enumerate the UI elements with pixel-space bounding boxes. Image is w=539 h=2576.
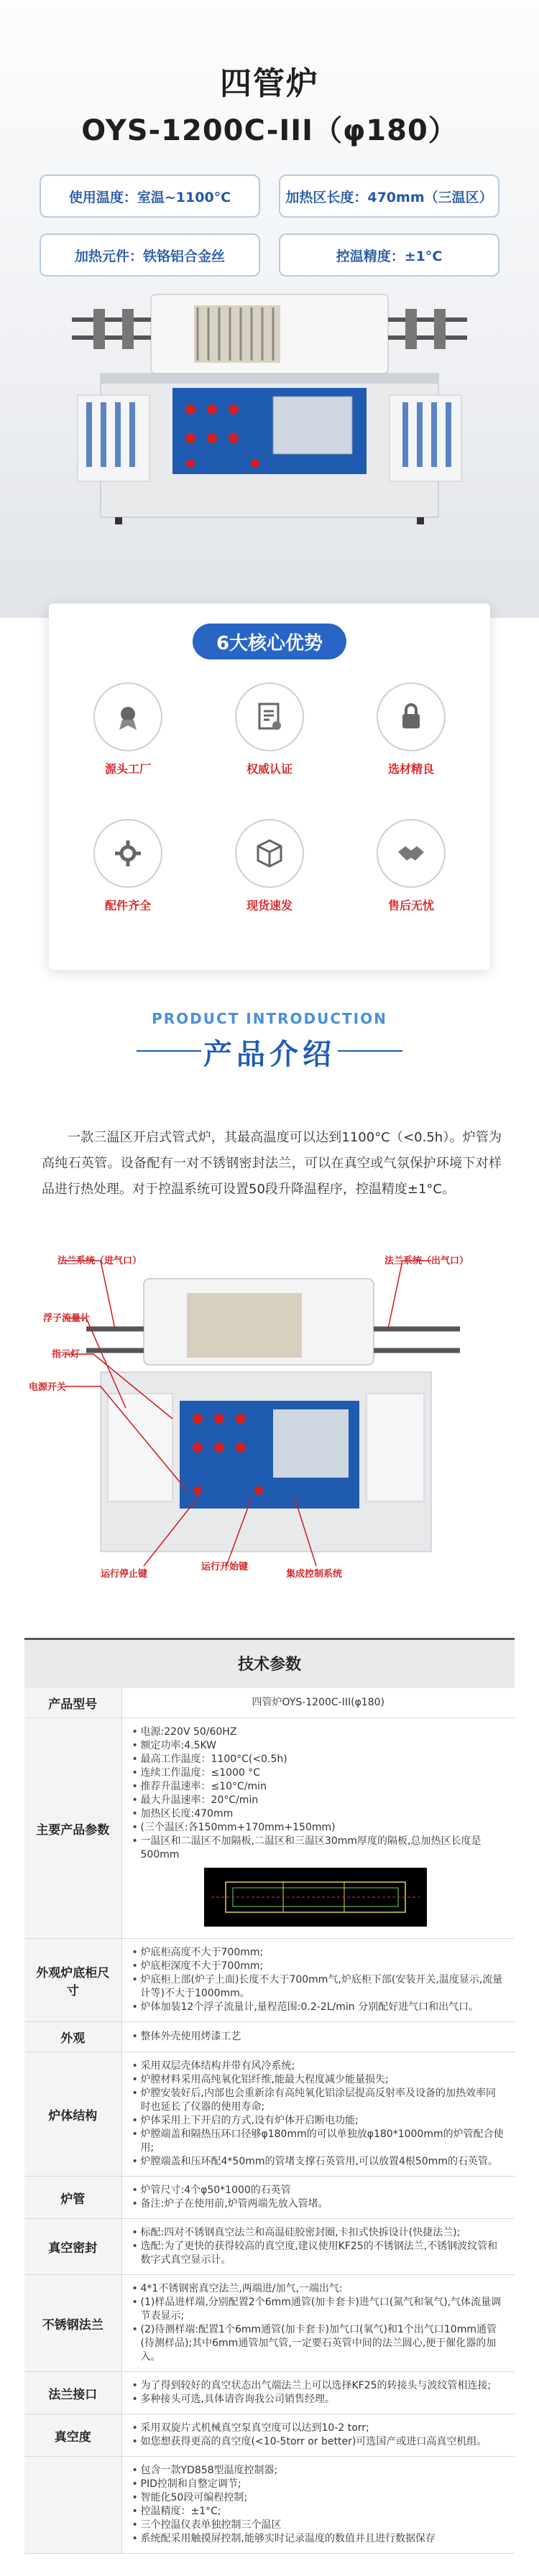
spec-pill-heating-element: 加热元件：铁铬铝合金丝	[40, 233, 260, 277]
spec-value-line: • (2)待测样端:配置1个6mm通管(加卡套卡)加气口(氧气)和1个出气口10mm通管(待测样品);其中6mm通管加气管,一定要石英管中间的法兰圆心,便于催化器的加入。	[132, 2323, 505, 2364]
spec-key: 外观炉底柜尺寸	[24, 1939, 121, 2022]
spec-key: 不锈钢法兰	[24, 2275, 121, 2372]
spec-value-line: • (三个温区:各150mm+170mm+150mm)	[132, 1821, 505, 1835]
spec-value-line: • 控温精度：±1°C;	[132, 2505, 505, 2519]
spec-value-line: • 电源:220V 50/60HZ	[132, 1725, 505, 1739]
spec-pill-heating-length: 加热区长度：470mm（三温区）	[279, 175, 499, 218]
spec-value-line: • 炉底柜高度不大于700mm;	[132, 1946, 505, 1960]
spec-value	[121, 2275, 515, 2372]
spec-value-line: • 额定功率:4.5KW	[132, 1739, 505, 1753]
advantages-card	[49, 603, 490, 970]
spec-row	[24, 2219, 515, 2275]
lock-icon	[377, 682, 446, 751]
spec-row	[24, 2457, 515, 2554]
spec-value-line: • 包含一款YD858型温度控制器;	[132, 2464, 505, 2478]
spec-value-text: 四管炉OYS-1200C-III(φ180)	[252, 1697, 384, 1708]
advantage-item: 配件齐全	[78, 819, 178, 913]
spec-key: 炉体结构	[24, 2052, 121, 2177]
callout-flange-inlet: 法兰系统（进气口）	[57, 1256, 142, 1266]
advantage-item: 源头工厂	[78, 682, 178, 777]
spec-value	[121, 1939, 515, 2022]
heading-divider-right	[338, 1050, 402, 1052]
spec-value-line: • 标配:四对不锈钢真空法兰和高温硅胶密封圈,卡扣式快拆设计(快捷法兰);	[132, 2226, 505, 2240]
callout-stop-button: 运行停止键	[101, 1569, 148, 1580]
spec-key: 法兰接口	[24, 2372, 121, 2414]
callout-control-system: 集成控制系统	[286, 1569, 343, 1580]
callout-start-button: 运行开始键	[201, 1562, 249, 1572]
spec-row	[24, 2177, 515, 2219]
spec-row	[24, 2022, 515, 2052]
handshake-icon	[377, 819, 446, 888]
spec-value-line: • 三个控温仪表单独控制三个温区	[132, 2519, 505, 2532]
annotated-furnace-photo	[29, 1250, 489, 1609]
spec-row	[24, 2275, 515, 2372]
spec-value-line: • 炉膛端盖和压环配4*50mm的管堵支撑石英管用,可以放置4根50mm的石英管。	[132, 2155, 505, 2169]
spec-row	[24, 1939, 515, 2022]
certificate-icon	[235, 682, 304, 751]
spec-row	[24, 1718, 515, 1939]
spec-value	[121, 2414, 515, 2457]
spec-value	[121, 2219, 515, 2275]
spec-row	[24, 1688, 515, 1718]
heating-zone-diagram	[204, 1868, 427, 1927]
spec-value-line: • 炉底柜深度不大于700mm;	[132, 1960, 505, 1973]
callout-indicator: 指示灯	[52, 1349, 80, 1360]
spec-value-line: • 为了得到较好的真空状态出气端法兰上可以选择KF25的转接头与波纹管相连接;	[132, 2379, 505, 2393]
hero-banner	[0, 0, 539, 618]
spec-value-line: • 推荐升温速率：≤10°C/min	[132, 1780, 505, 1794]
spec-value-line: • 如您想获得更高的真空度(<10-5torr or better)可选国产或进口高真空机组。	[132, 2435, 505, 2449]
annotated-furnace-image	[57, 1250, 489, 1609]
spec-value-line: • 炉膛安装好后,内部也会重新涂有高纯氧化铝涂层提高反射率及设备的加热效率同时也延长了仪器的使用寿命;	[132, 2087, 505, 2114]
advantage-item: 售后无忧	[361, 819, 461, 913]
spec-row	[24, 2414, 515, 2457]
spec-value	[121, 1688, 515, 1718]
spec-value	[121, 1718, 515, 1939]
spec-value-line: • PID控制和自整定调节;	[132, 2478, 505, 2491]
spec-value	[121, 2372, 515, 2414]
spec-value-line: • 整体外壳使用烤漆工艺	[132, 2030, 505, 2044]
spec-value-line: • 炉体采用上下开启的方式,设有炉体开启断电功能;	[132, 2114, 505, 2128]
spec-value-line: • 炉膛材料采用高纯氧化铝纤维,能最大程度减少能量损失;	[132, 2073, 505, 2087]
spec-value-line: • 智能化50段可编程控制;	[132, 2491, 505, 2505]
callout-power: 电源开关	[29, 1382, 67, 1393]
spec-pill-accuracy: 控温精度：±1°C	[279, 233, 499, 277]
spec-value-line: • 连续工作温度：≤1000 °C	[132, 1766, 505, 1780]
intro-heading-en: PRODUCT INTRODUCTION	[152, 1010, 387, 1027]
spec-key: 真空密封	[24, 2219, 121, 2275]
spec-value-line: • 采用双旋片式机械真空泵真空度可以达到10-2 torr;	[132, 2422, 505, 2435]
page-title: 四管炉	[220, 65, 319, 102]
intro-heading-cn: 产品介绍	[203, 1038, 336, 1071]
spec-table-body	[24, 1688, 515, 2554]
spec-row	[24, 2052, 515, 2177]
spec-value-line: • 炉底柜上部(炉子上面)长度不大于700mm气,炉底柜下部(安装开关,温度显示,流量计等)不大于1000mm。	[132, 1973, 505, 2001]
spec-pill-temperature: 使用温度：室温~1100°C	[40, 175, 260, 218]
spec-key: 外观	[24, 2022, 121, 2052]
model-title: OYS-1200C-III（φ180）	[81, 114, 458, 147]
package-icon	[235, 819, 304, 888]
spec-pills	[40, 175, 499, 277]
spec-value-line: • 系统配采用触摸屏控制,能够实时记录温度的数值并且进行数据保存	[132, 2532, 505, 2546]
spec-value-line: • 选配:为了更快的获得较高的真空度,建议使用KF25的不锈钢法兰,不锈钢波纹管和数字式真空显示计。	[132, 2240, 505, 2267]
spec-table-title: 技术参数	[24, 1638, 515, 1688]
callout-flowmeter: 浮子流量计	[43, 1313, 91, 1324]
spec-value-line: • 多种接头可选,具体请咨询我公司销售经理。	[132, 2393, 505, 2406]
spec-value-line: • 最高工作温度：1100°C(<0.5h)	[132, 1753, 505, 1766]
spec-value-line: • 一温区和二温区不加隔板,二温区和三温区30mm厚度的隔板,总加热区长度是500mm	[132, 1835, 505, 1862]
spec-value-line: • 加热区长度:470mm	[132, 1807, 505, 1821]
spec-key	[24, 2457, 121, 2554]
spec-row	[24, 2372, 515, 2414]
spec-value	[121, 2022, 515, 2052]
accessories-icon	[93, 819, 162, 888]
furnace-product-image	[72, 266, 467, 524]
spec-value	[121, 2177, 515, 2219]
spec-value-line: • (1)样品进样端,分别配置2个6mm通管(加卡套卡)进气口(氮气和氧气),气体流量调节表显示;	[132, 2296, 505, 2323]
spec-key: 炉管	[24, 2177, 121, 2219]
spec-value-line: • 炉体加装12个浮子流量计,量程范围:0.2-2L/min 分别配好进气口和出气口。	[132, 2001, 505, 2014]
intro-text: 一款三温区开启式管式炉，其最高温度可以达到1100°C（<0.5h）。炉管为高纯石英管。设备配有一对不锈钢密封法兰，可以在真空或气氛保护环境下对样品进行热处理。对于控温系统可设置50段升降温程序，控温精度±1°C。	[42, 1130, 502, 1197]
spec-key: 主要产品参数	[24, 1718, 121, 1939]
advantage-item: 权威认证	[219, 682, 320, 777]
spec-key: 真空度	[24, 2414, 121, 2457]
factory-icon	[93, 682, 162, 751]
advantages-title: 6大核心优势	[193, 624, 346, 659]
callout-flange-outlet: 法兰系统（出气口）	[384, 1256, 469, 1266]
spec-key: 产品型号	[24, 1688, 121, 1718]
spec-value-line: • 炉管尺寸:4个φ50*1000的石英管	[132, 2184, 505, 2197]
spec-value-line: • 备注:炉子在使用前,炉管两端先放入管堵。	[132, 2197, 505, 2211]
advantage-item: 现货速发	[219, 819, 320, 913]
spec-value-line: • 采用双层壳体结构并带有风冷系统;	[132, 2060, 505, 2073]
advantage-item: 选材精良	[361, 682, 461, 777]
spec-value-line: • 炉膛端盖和隔热压环口径够φ180mm的可以单独放φ180*1000mm的炉管配合使用;	[132, 2128, 505, 2155]
heading-divider-left	[137, 1050, 201, 1052]
intro-heading	[0, 1010, 539, 1072]
spec-value-line: • 最大升温速率：20°C/min	[132, 1794, 505, 1807]
spec-table	[24, 1638, 515, 2576]
spec-value	[121, 2052, 515, 2177]
spec-value	[121, 2457, 515, 2554]
spec-value-line: • 4*1不锈钢密真空法兰,两端进/加气,一端出气:	[132, 2282, 505, 2296]
